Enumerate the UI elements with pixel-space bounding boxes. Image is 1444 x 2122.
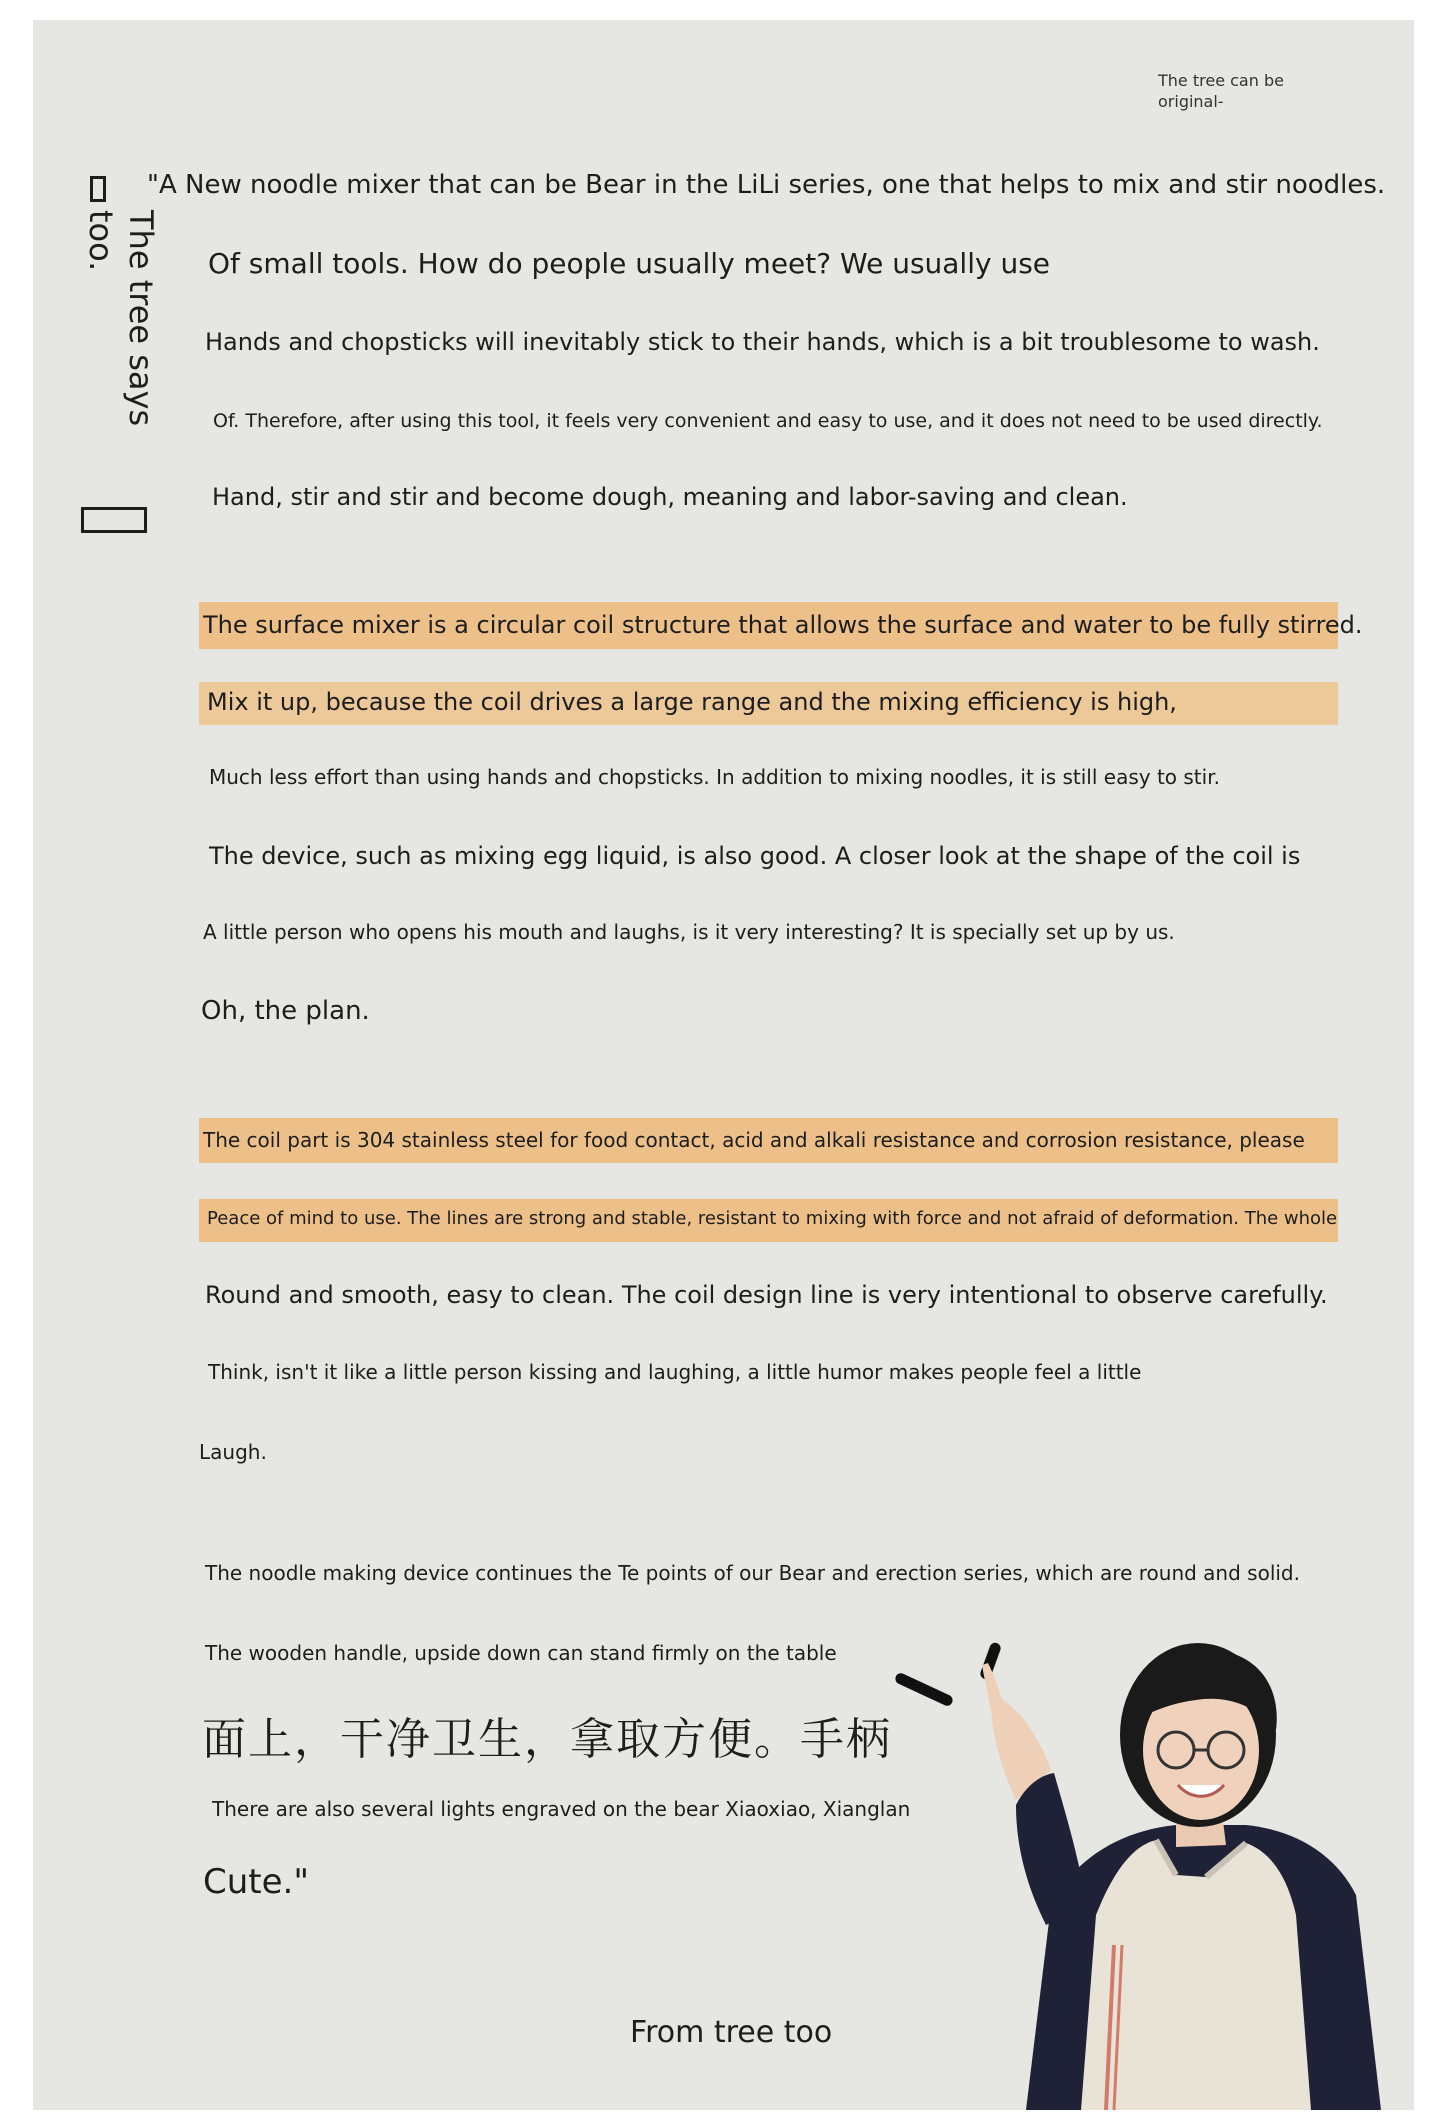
paragraph-line: Much less effort than using hands and chopsticks. In addition to mixing noodles, it is still easy to stir. xyxy=(209,765,1220,789)
paragraph-line: Of. Therefore, after using this tool, it feels very convenient and easy to use, and it does not need to be used directly. xyxy=(213,410,1323,432)
paragraph-line: There are also several lights engraved on the bear Xiaoxiao, Xianglan xyxy=(212,1797,911,1821)
paragraph-line: Hand, stir and stir and become dough, meaning and labor-saving and clean. xyxy=(212,483,1128,511)
footer-signature: From tree too xyxy=(630,2015,833,2050)
bracket-bottom-decoration xyxy=(81,507,147,533)
person-photo-icon xyxy=(876,1615,1396,2110)
paragraph-line-highlighted: The coil part is 304 stainless steel for food contact, acid and alkali resistance and corrosion resistance, please xyxy=(203,1128,1305,1152)
paragraph-line: Round and smooth, easy to clean. The coil design line is very intentional to observe carefully. xyxy=(205,1281,1328,1309)
paragraph-line: The wooden handle, upside down can stand firmly on the table xyxy=(205,1641,837,1665)
paragraph-line-highlighted: The surface mixer is a circular coil structure that allows the surface and water to be fully stirred. xyxy=(203,611,1363,639)
top-note: The tree can be original- xyxy=(1158,71,1284,111)
paragraph-line-highlighted: Peace of mind to use. The lines are strong and stable, resistant to mixing with force and not afraid of deformation. The whole xyxy=(207,1208,1338,1229)
paragraph-line: "A New noodle mixer that can be Bear in the LiLi series, one that helps to mix and stir noodles. xyxy=(147,170,1386,200)
paragraph-line: The device, such as mixing egg liquid, is also good. A closer look at the shape of the coil is xyxy=(209,842,1301,870)
paragraph-line: Think, isn't it like a little person kissing and laughing, a little humor makes people feel a little xyxy=(208,1360,1142,1384)
paragraph-line: Oh, the plan. xyxy=(201,996,370,1026)
side-title-container xyxy=(56,210,176,470)
paragraph-line: Laugh. xyxy=(199,1440,267,1464)
paragraph-line-highlighted: Mix it up, because the coil drives a large range and the mixing efficiency is high, xyxy=(207,688,1177,716)
paragraph-line: A little person who opens his mouth and laughs, is it very interesting? It is specially set up by us. xyxy=(203,920,1175,944)
bracket-top-decoration xyxy=(90,176,106,202)
paragraph-line-cjk: 面上，干净卫生，拿取方便。手柄 xyxy=(202,1714,892,1765)
side-title: The tree says too. xyxy=(82,210,160,427)
paragraph-line-closing: Cute." xyxy=(203,1862,309,1902)
paragraph-line: The noodle making device continues the Te points of our Bear and erection series, which are round and solid. xyxy=(205,1561,1300,1585)
paragraph-line: Hands and chopsticks will inevitably stick to their hands, which is a bit troublesome to wash. xyxy=(205,328,1320,356)
paragraph-line: Of small tools. How do people usually meet? We usually use xyxy=(208,247,1051,280)
